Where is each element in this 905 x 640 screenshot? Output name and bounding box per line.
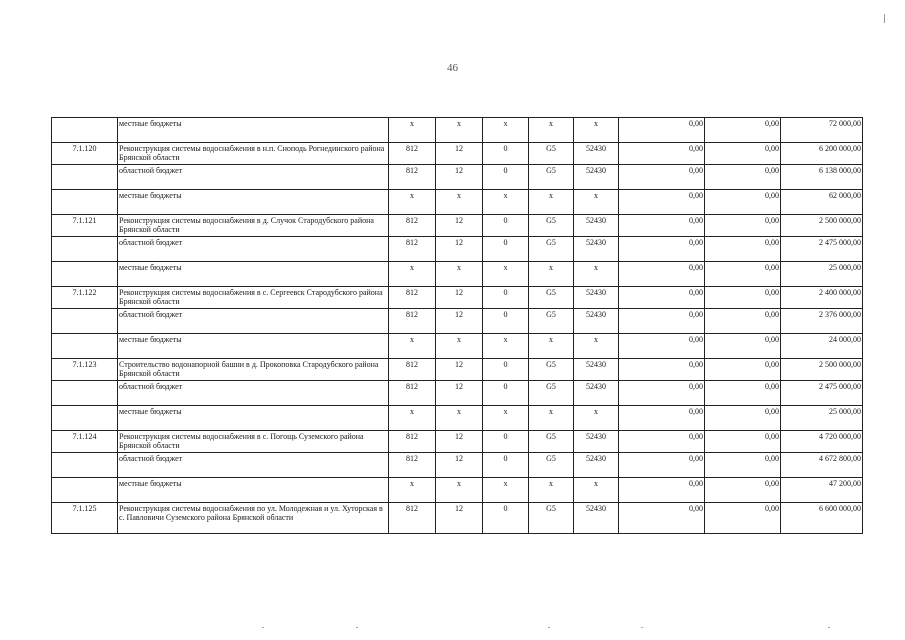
cell-cs-program: G5 bbox=[529, 453, 574, 478]
cell-pr: 0 bbox=[483, 215, 529, 237]
scan-speck bbox=[356, 627, 358, 628]
cell-cs-program: G5 bbox=[529, 287, 574, 309]
cell-amount-3: 2 475 000,00 bbox=[781, 381, 863, 406]
row-code bbox=[52, 478, 118, 503]
cell-amount-1: 0,00 bbox=[619, 262, 705, 287]
row-code: 7.1.120 bbox=[52, 143, 118, 165]
cell-cs-direction: 52430 bbox=[574, 287, 619, 309]
scan-edge-mark bbox=[884, 14, 885, 23]
cell-cs-program: G5 bbox=[529, 215, 574, 237]
cell-amount-2: 0,00 bbox=[705, 453, 781, 478]
row-name: областной бюджет bbox=[118, 381, 389, 406]
row-code bbox=[52, 453, 118, 478]
cell-rz: 12 bbox=[436, 287, 483, 309]
cell-cs-direction: x bbox=[574, 334, 619, 359]
row-code bbox=[52, 406, 118, 431]
cell-amount-2: 0,00 bbox=[705, 406, 781, 431]
table-row bbox=[52, 381, 863, 406]
cell-cs-direction: x bbox=[574, 118, 619, 143]
row-name: Реконструкция системы водоснабжения в н.п. Сноподь Рогнединского района Брянской области bbox=[118, 143, 389, 165]
cell-pr: x bbox=[483, 118, 529, 143]
cell-amount-3: 2 400 000,00 bbox=[781, 287, 863, 309]
cell-amount-3: 2 376 000,00 bbox=[781, 309, 863, 334]
cell-amount-3: 47 200,00 bbox=[781, 478, 863, 503]
cell-grbs: 812 bbox=[389, 453, 436, 478]
cell-amount-3: 4 672 800,00 bbox=[781, 453, 863, 478]
row-name: Реконструкция системы водоснабжения в д. Случок Стародубского района Брянской области bbox=[118, 215, 389, 237]
cell-grbs: 812 bbox=[389, 287, 436, 309]
cell-rz: 12 bbox=[436, 381, 483, 406]
cell-cs-program: x bbox=[529, 334, 574, 359]
cell-amount-2: 0,00 bbox=[705, 503, 781, 534]
cell-rz: x bbox=[436, 334, 483, 359]
cell-grbs: x bbox=[389, 334, 436, 359]
row-name: областной бюджет bbox=[118, 237, 389, 262]
cell-amount-1: 0,00 bbox=[619, 143, 705, 165]
cell-pr: 0 bbox=[483, 287, 529, 309]
row-code bbox=[52, 381, 118, 406]
cell-rz: 12 bbox=[436, 165, 483, 190]
cell-amount-1: 0,00 bbox=[619, 406, 705, 431]
cell-amount-3: 6 138 000,00 bbox=[781, 165, 863, 190]
cell-pr: 0 bbox=[483, 453, 529, 478]
cell-amount-3: 24 000,00 bbox=[781, 334, 863, 359]
cell-rz: 12 bbox=[436, 143, 483, 165]
row-name: местные бюджеты bbox=[118, 478, 389, 503]
cell-amount-3: 4 720 000,00 bbox=[781, 431, 863, 453]
cell-amount-3: 25 000,00 bbox=[781, 262, 863, 287]
cell-cs-program: x bbox=[529, 262, 574, 287]
cell-rz: x bbox=[436, 190, 483, 215]
cell-amount-2: 0,00 bbox=[705, 143, 781, 165]
cell-amount-1: 0,00 bbox=[619, 453, 705, 478]
cell-amount-1: 0,00 bbox=[619, 334, 705, 359]
cell-rz: 12 bbox=[436, 215, 483, 237]
cell-grbs: x bbox=[389, 406, 436, 431]
cell-amount-3: 2 500 000,00 bbox=[781, 215, 863, 237]
table-row bbox=[52, 334, 863, 359]
cell-cs-program: G5 bbox=[529, 503, 574, 534]
row-code: 7.1.124 bbox=[52, 431, 118, 453]
cell-amount-1: 0,00 bbox=[619, 309, 705, 334]
cell-rz: x bbox=[436, 262, 483, 287]
budget-table bbox=[51, 117, 863, 534]
row-name: Реконструкция системы водоснабжения в с. Погощь Суземского района Брянской области bbox=[118, 431, 389, 453]
cell-amount-2: 0,00 bbox=[705, 478, 781, 503]
cell-cs-program: G5 bbox=[529, 165, 574, 190]
cell-grbs: 812 bbox=[389, 309, 436, 334]
cell-amount-1: 0,00 bbox=[619, 359, 705, 381]
row-code: 7.1.122 bbox=[52, 287, 118, 309]
cell-cs-program: G5 bbox=[529, 237, 574, 262]
scan-speck bbox=[828, 627, 830, 628]
row-code bbox=[52, 334, 118, 359]
cell-amount-3: 6 200 000,00 bbox=[781, 143, 863, 165]
cell-amount-2: 0,00 bbox=[705, 309, 781, 334]
table-body bbox=[52, 118, 863, 534]
cell-cs-direction: 52430 bbox=[574, 381, 619, 406]
table-row bbox=[52, 237, 863, 262]
cell-amount-1: 0,00 bbox=[619, 118, 705, 143]
row-code bbox=[52, 118, 118, 143]
cell-rz: 12 bbox=[436, 453, 483, 478]
row-name: местные бюджеты bbox=[118, 334, 389, 359]
cell-grbs: 812 bbox=[389, 143, 436, 165]
cell-cs-program: x bbox=[529, 118, 574, 143]
cell-cs-direction: x bbox=[574, 406, 619, 431]
cell-cs-direction: 52430 bbox=[574, 359, 619, 381]
cell-grbs: x bbox=[389, 118, 436, 143]
row-name: Реконструкция системы водоснабжения в с. Сергеевск Стародубского района Брянской области bbox=[118, 287, 389, 309]
row-name: Реконструкция системы водоснабжения по ул. Молодежная и ул. Хуторская в с. Павловичи Суземского района Брянской области bbox=[118, 503, 389, 534]
cell-cs-direction: 52430 bbox=[574, 165, 619, 190]
cell-cs-direction: 52430 bbox=[574, 237, 619, 262]
cell-rz: 12 bbox=[436, 237, 483, 262]
cell-amount-3: 2 475 000,00 bbox=[781, 237, 863, 262]
cell-amount-1: 0,00 bbox=[619, 503, 705, 534]
cell-grbs: x bbox=[389, 262, 436, 287]
cell-amount-2: 0,00 bbox=[705, 262, 781, 287]
cell-cs-direction: 52430 bbox=[574, 143, 619, 165]
row-code bbox=[52, 190, 118, 215]
cell-amount-1: 0,00 bbox=[619, 287, 705, 309]
cell-cs-direction: 52430 bbox=[574, 431, 619, 453]
cell-rz: 12 bbox=[436, 309, 483, 334]
table-row bbox=[52, 190, 863, 215]
table-row bbox=[52, 262, 863, 287]
cell-cs-program: G5 bbox=[529, 431, 574, 453]
cell-grbs: x bbox=[389, 478, 436, 503]
table-row bbox=[52, 431, 863, 453]
cell-amount-2: 0,00 bbox=[705, 237, 781, 262]
cell-cs-direction: 52430 bbox=[574, 453, 619, 478]
cell-cs-direction: 52430 bbox=[574, 215, 619, 237]
cell-pr: x bbox=[483, 478, 529, 503]
cell-amount-2: 0,00 bbox=[705, 359, 781, 381]
row-name: областной бюджет bbox=[118, 165, 389, 190]
cell-amount-1: 0,00 bbox=[619, 431, 705, 453]
cell-rz: x bbox=[436, 406, 483, 431]
cell-cs-program: x bbox=[529, 406, 574, 431]
cell-cs-program: G5 bbox=[529, 309, 574, 334]
table-row bbox=[52, 143, 863, 165]
cell-cs-direction: x bbox=[574, 262, 619, 287]
cell-amount-2: 0,00 bbox=[705, 118, 781, 143]
row-code bbox=[52, 165, 118, 190]
row-code: 7.1.125 bbox=[52, 503, 118, 534]
table-row bbox=[52, 118, 863, 143]
cell-pr: 0 bbox=[483, 237, 529, 262]
row-name: областной бюджет bbox=[118, 309, 389, 334]
cell-amount-3: 72 000,00 bbox=[781, 118, 863, 143]
cell-rz: 12 bbox=[436, 503, 483, 534]
cell-pr: 0 bbox=[483, 165, 529, 190]
cell-pr: x bbox=[483, 262, 529, 287]
cell-amount-1: 0,00 bbox=[619, 478, 705, 503]
cell-grbs: x bbox=[389, 190, 436, 215]
cell-cs-program: x bbox=[529, 478, 574, 503]
scan-speck bbox=[641, 627, 643, 628]
cell-rz: 12 bbox=[436, 359, 483, 381]
cell-amount-1: 0,00 bbox=[619, 215, 705, 237]
table-row bbox=[52, 215, 863, 237]
row-name: местные бюджеты bbox=[118, 262, 389, 287]
cell-amount-2: 0,00 bbox=[705, 431, 781, 453]
row-name: местные бюджеты bbox=[118, 406, 389, 431]
cell-rz: 12 bbox=[436, 431, 483, 453]
cell-amount-1: 0,00 bbox=[619, 190, 705, 215]
cell-cs-direction: x bbox=[574, 478, 619, 503]
cell-grbs: 812 bbox=[389, 431, 436, 453]
row-code bbox=[52, 309, 118, 334]
cell-grbs: 812 bbox=[389, 215, 436, 237]
cell-pr: 0 bbox=[483, 359, 529, 381]
cell-amount-3: 62 000,00 bbox=[781, 190, 863, 215]
table-row bbox=[52, 287, 863, 309]
page-number: 46 bbox=[447, 62, 458, 74]
cell-grbs: 812 bbox=[389, 503, 436, 534]
row-code: 7.1.121 bbox=[52, 215, 118, 237]
table-row bbox=[52, 503, 863, 534]
row-name: областной бюджет bbox=[118, 453, 389, 478]
scan-speck bbox=[548, 627, 550, 628]
cell-amount-3: 2 500 000,00 bbox=[781, 359, 863, 381]
row-code bbox=[52, 237, 118, 262]
cell-grbs: 812 bbox=[389, 165, 436, 190]
cell-amount-2: 0,00 bbox=[705, 165, 781, 190]
cell-cs-program: G5 bbox=[529, 381, 574, 406]
cell-pr: 0 bbox=[483, 381, 529, 406]
cell-cs-program: G5 bbox=[529, 359, 574, 381]
cell-amount-2: 0,00 bbox=[705, 381, 781, 406]
cell-amount-3: 25 000,00 bbox=[781, 406, 863, 431]
cell-rz: x bbox=[436, 118, 483, 143]
table-row bbox=[52, 406, 863, 431]
cell-amount-3: 6 600 000,00 bbox=[781, 503, 863, 534]
cell-pr: x bbox=[483, 406, 529, 431]
row-name: местные бюджеты bbox=[118, 118, 389, 143]
table-row bbox=[52, 478, 863, 503]
cell-amount-1: 0,00 bbox=[619, 381, 705, 406]
cell-cs-direction: x bbox=[574, 190, 619, 215]
table-row bbox=[52, 165, 863, 190]
row-name: Строительство водонапорной башни в д. Прокоповка Стародубского района Брянской области bbox=[118, 359, 389, 381]
row-code bbox=[52, 262, 118, 287]
cell-amount-1: 0,00 bbox=[619, 165, 705, 190]
cell-pr: 0 bbox=[483, 309, 529, 334]
table-row bbox=[52, 453, 863, 478]
cell-pr: x bbox=[483, 334, 529, 359]
cell-amount-2: 0,00 bbox=[705, 287, 781, 309]
cell-pr: 0 bbox=[483, 431, 529, 453]
cell-grbs: 812 bbox=[389, 359, 436, 381]
cell-cs-direction: 52430 bbox=[574, 503, 619, 534]
scan-speck bbox=[262, 627, 264, 628]
cell-amount-2: 0,00 bbox=[705, 190, 781, 215]
cell-cs-program: x bbox=[529, 190, 574, 215]
table-row bbox=[52, 359, 863, 381]
cell-grbs: 812 bbox=[389, 237, 436, 262]
row-code: 7.1.123 bbox=[52, 359, 118, 381]
table-row bbox=[52, 309, 863, 334]
row-name: местные бюджеты bbox=[118, 190, 389, 215]
cell-pr: 0 bbox=[483, 503, 529, 534]
cell-cs-program: G5 bbox=[529, 143, 574, 165]
cell-pr: x bbox=[483, 190, 529, 215]
cell-grbs: 812 bbox=[389, 381, 436, 406]
cell-pr: 0 bbox=[483, 143, 529, 165]
cell-rz: x bbox=[436, 478, 483, 503]
cell-cs-direction: 52430 bbox=[574, 309, 619, 334]
cell-amount-2: 0,00 bbox=[705, 215, 781, 237]
cell-amount-2: 0,00 bbox=[705, 334, 781, 359]
cell-amount-1: 0,00 bbox=[619, 237, 705, 262]
